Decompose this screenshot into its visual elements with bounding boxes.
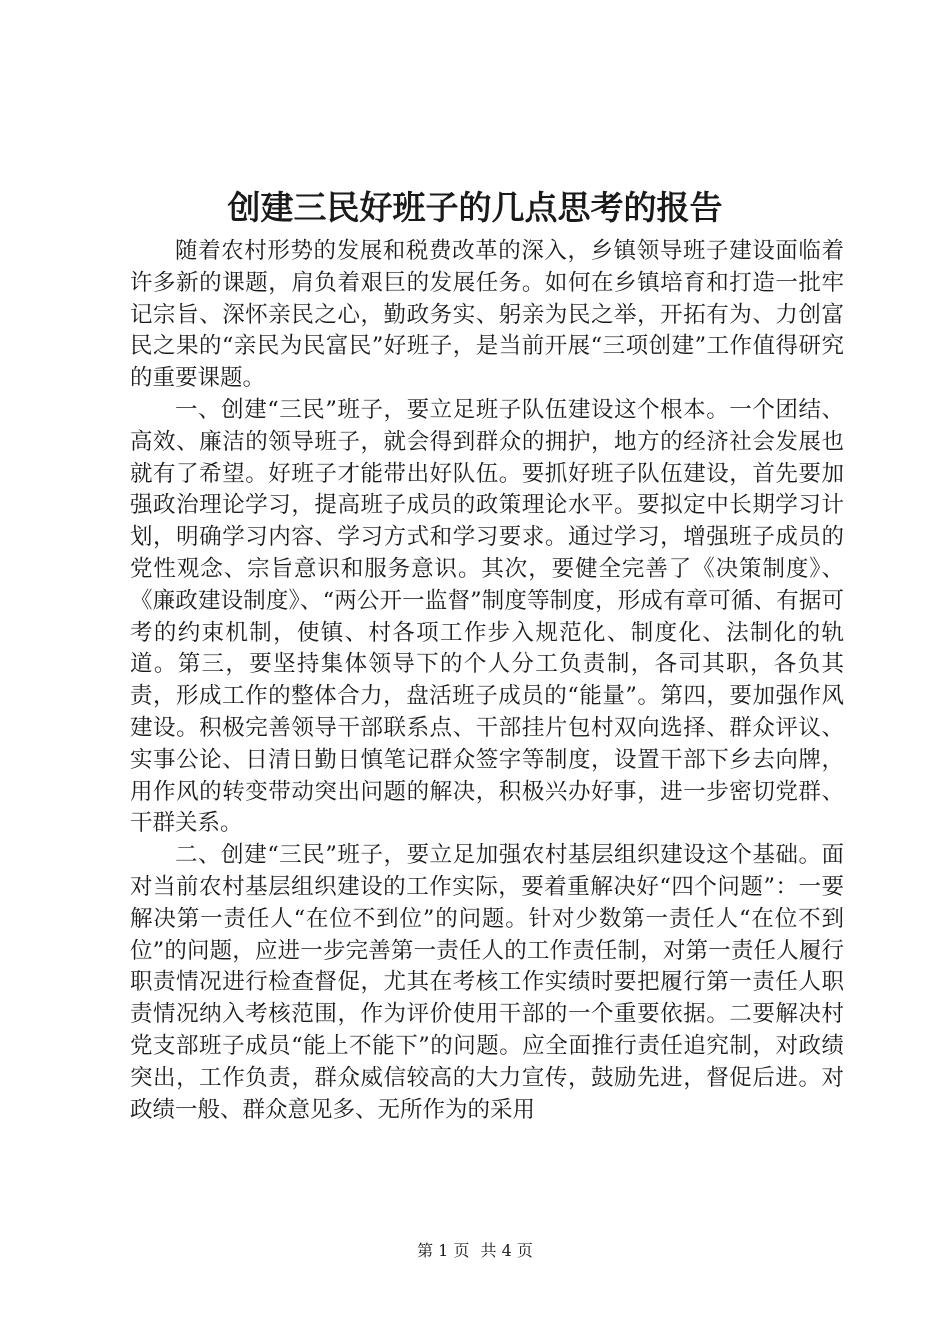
page-total: 共 4 页 — [480, 1241, 533, 1260]
document-body — [130, 236, 844, 1126]
page-footer — [0, 1240, 950, 1262]
paragraph-section-two: 二、创建“三民”班子，要立足加强农村基层组织建设这个基础。面对当前农村基层组织建设的工作实际，要着重解决好“四个问题”：一要解决第一责任人“在位不到位”的问题。针对少数第一责任人“在位不到位”的问题，应进一步完善第一责任人的工作责任制，对第一责任人履行职责情况进行检查督促，尤其在考核工作实绩时要把履行第一责任人职责情况纳入考核范围，作为评价使用干部的一个重要依据。二要解决村党支部班子成员“能上不能下”的问题。应全面推行责任追究制，对政绩突出，工作负责，群众威信较高的大力宣传，鼓励先进，督促后进。对政绩一般、群众意见多、无所作为的采用 — [130, 842, 844, 1123]
paragraph-intro: 随着农村形势的发展和税费改革的深入，乡镇领导班子建设面临着许多新的课题，肩负着艰巨的发展任务。如何在乡镇培育和打造一批牢记宗旨、深怀亲民之心，勤政务实、躬亲为民之举，开拓有为、力创富民之果的“亲民为民富民”好班子，是当前开展“三项创建”工作值得研究的重要课题。 — [130, 238, 844, 392]
paragraph-section-one: 一、创建“三民”班子，要立足班子队伍建设这个根本。一个团结、高效、廉洁的领导班子，就会得到群众的拥护，地方的经济社会发展也就有了希望。好班子才能带出好队伍。要抓好班子队伍建设，首先要加强政治理论学习，提高班子成员的政策理论水平。要拟定中长期学习计划，明确学习内容、学习方式和学习要求。通过学习，增强班子成员的党性观念、宗旨意识和服务意识。其次，要健全完善了《决策制度》、《廉政建设制度》、“两公开一监督”制度等制度，形成有章可循、有据可考的约束机制，使镇、村各项工作步入规范化、制度化、法制化的轨道。第三，要坚持集体领导下的个人分工负责制，各司其职，各负其责，形成工作的整体合力，盘活班子成员的“能量”。第四，要加强作风建设。积极完善领导干部联系点、干部挂片包村双向选择、群众评议、实事公论、日清日勤日慎笔记群众签字等制度，设置干部下乡去向牌，用作风的转变带动突出问题的解决，积极兴办好事，进一步密切党群、干群关系。 — [130, 396, 844, 837]
page-number: 第 1 页 — [417, 1241, 470, 1260]
document-title: 创建三民好班子的几点思考的报告 — [227, 188, 723, 227]
